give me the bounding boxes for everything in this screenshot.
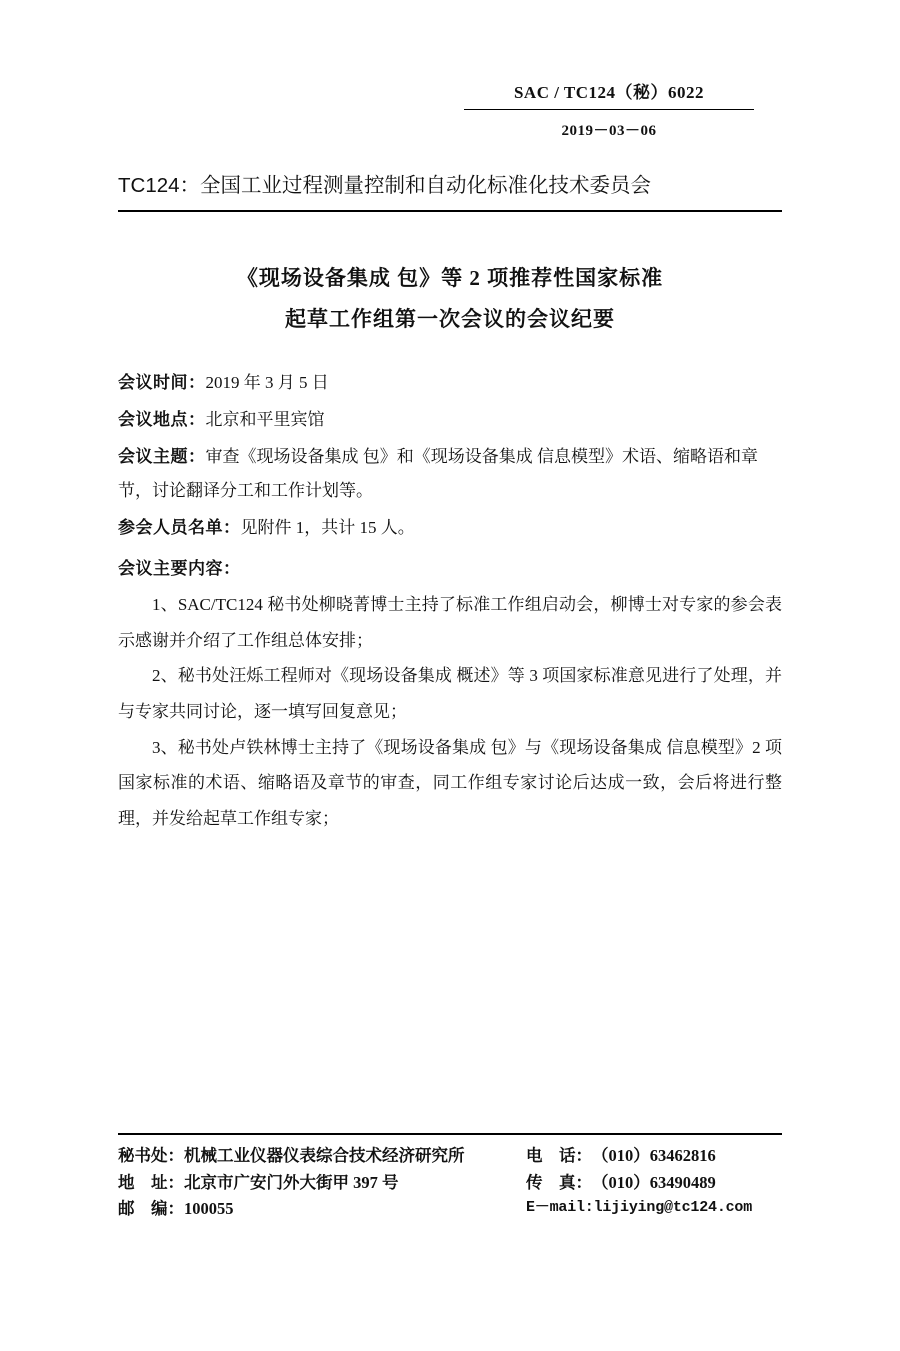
document-date: 2019－03－06 — [561, 123, 657, 139]
title-line-2: 起草工作组第一次会议的会议纪要 — [285, 306, 615, 331]
meeting-topic-row — [118, 440, 782, 510]
meeting-topic-value: 审查《现场设备集成 包》和《现场设备集成 信息模型》术语、缩略语和章节，讨论翻译分工和工作计划等。 — [118, 446, 758, 501]
document-page — [0, 78, 900, 1351]
attendees-row — [118, 511, 782, 546]
meeting-place-value: 北京和平里宾馆 — [205, 409, 325, 429]
fax-label: 传 真： — [526, 1172, 592, 1192]
email-row — [526, 1196, 782, 1220]
footer-left-column — [118, 1143, 518, 1223]
footer-divider — [118, 1133, 782, 1135]
fax-row — [526, 1170, 782, 1197]
secretariat-label: 秘书处： — [118, 1145, 184, 1165]
fax-value: （010）63490489 — [592, 1172, 716, 1192]
attendees-label: 参会人员名单： — [118, 518, 241, 538]
content-item: 3、秘书处卢铁林博士主持了《现场设备集成 包》与《现场设备集成 信息模型》2 项国家标准的术语、缩略语及章节的审查，同工作组专家讨论后达成一致，会后将进行整理，并发给起草工作组专家； — [118, 737, 782, 829]
footer-right-column — [518, 1143, 782, 1223]
tel-value: （010）63462816 — [592, 1145, 716, 1165]
document-number-block — [464, 78, 754, 140]
postcode-value: 100055 — [184, 1199, 234, 1219]
document-number-rule — [464, 109, 754, 110]
address-label: 地 址： — [118, 1172, 184, 1192]
meeting-time-label: 会议时间： — [118, 372, 206, 392]
address-value: 北京市广安门外大街甲 397 号 — [184, 1172, 399, 1192]
meeting-place-row — [118, 403, 782, 438]
content-item: 2、秘书处汪烁工程师对《现场设备集成 概述》等 3 项国家标准意见进行了处理，并与专家共同讨论，逐一填写回复意见； — [118, 666, 782, 721]
document-body — [118, 366, 782, 837]
tel-label: 电 话： — [526, 1145, 592, 1165]
committee-name: TC124：全国工业过程测量控制和自动化标准化技术委员会 — [118, 174, 652, 197]
header-divider — [118, 210, 782, 212]
postcode-row — [118, 1196, 518, 1223]
content-section-label: 会议主要内容： — [118, 559, 241, 579]
meeting-time-value: 2019 年 3 月 5 日 — [205, 372, 329, 392]
meeting-topic-label: 会议主题： — [118, 446, 206, 466]
meeting-time-row — [118, 366, 782, 401]
title-line-1: 《现场设备集成 包》等 2 项推荐性国家标准 — [236, 266, 664, 290]
secretariat-value: 机械工业仪器仪表综合技术经济研究所 — [184, 1145, 465, 1165]
secretariat-row — [118, 1143, 518, 1170]
meeting-place-label: 会议地点： — [118, 409, 206, 429]
attendees-value: 见附件 1，共计 15 人。 — [240, 518, 415, 538]
postcode-label: 邮 编： — [118, 1199, 184, 1219]
document-number: SAC / TC124（秘）6022 — [513, 83, 705, 102]
address-row — [118, 1170, 518, 1197]
tel-row — [526, 1143, 782, 1170]
content-item: 1、SAC/TC124 秘书处柳晓菁博士主持了标准工作组启动会，柳博士对专家的参会表示感谢并介绍了工作组总体安排； — [118, 594, 782, 650]
document-title — [118, 258, 782, 340]
document-footer — [118, 1133, 782, 1223]
email-value: E－mail:lijiying@tc124.com — [526, 1199, 753, 1217]
